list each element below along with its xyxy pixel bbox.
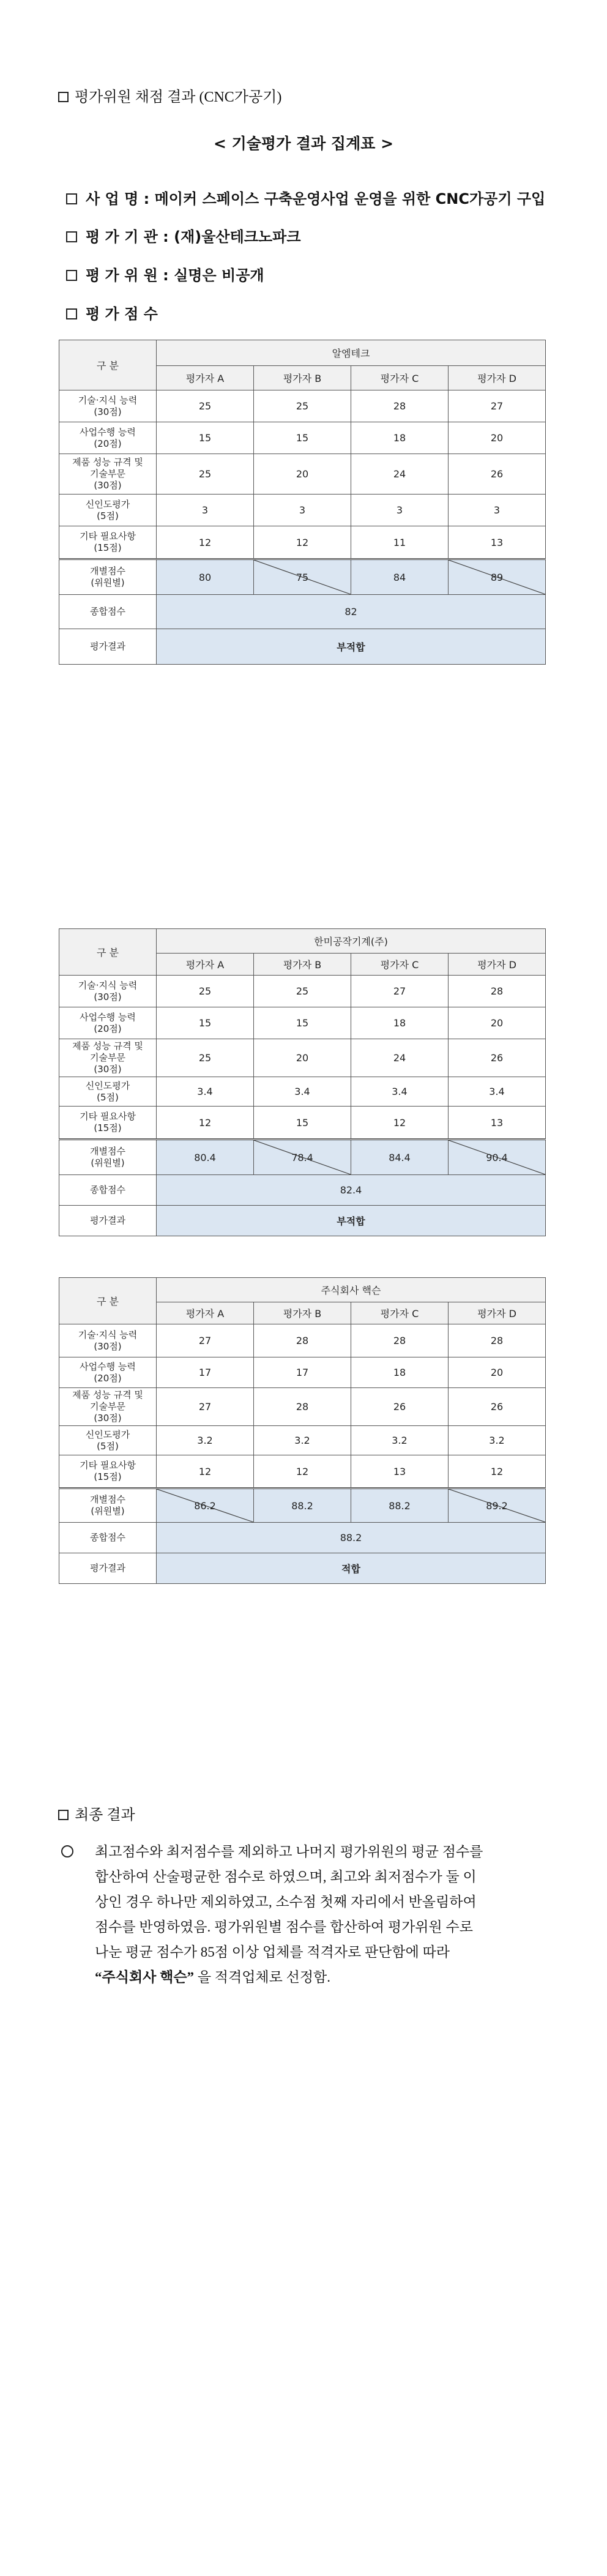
score-cell: 12 — [157, 1455, 254, 1488]
score-cell: 26 — [449, 1039, 546, 1077]
score-cell: 13 — [449, 1107, 546, 1140]
individual-score-value: 90.4 — [486, 1151, 508, 1163]
score-cell: 13 — [449, 526, 546, 559]
criteria-label-line: (15점) — [94, 1471, 122, 1482]
individual-label-line: (위원별) — [91, 1506, 125, 1517]
score-cell: 12 — [157, 526, 254, 559]
score-row — [59, 1455, 546, 1488]
result-row — [59, 1206, 546, 1236]
total-label: 종합점수 — [59, 595, 157, 629]
score-cell: 15 — [254, 1107, 351, 1140]
score-row — [59, 390, 546, 422]
total-row — [59, 595, 546, 629]
criteria-label — [59, 390, 157, 422]
score-cell: 3.4 — [254, 1077, 351, 1107]
individual-score-value: 86.2 — [194, 1499, 216, 1512]
excluded-score-cell — [449, 559, 546, 595]
criteria-label — [59, 1455, 157, 1488]
individual-label-line: (위원별) — [91, 1157, 125, 1168]
score-table — [59, 1277, 546, 1584]
score-cell: 15 — [157, 422, 254, 454]
score-cell: 12 — [254, 526, 351, 559]
individual-score-cell — [351, 1488, 449, 1523]
category-header: 구 분 — [59, 929, 157, 976]
excluded-score-cell — [157, 1488, 254, 1523]
criteria-label-line: 신인도평가 — [85, 1428, 130, 1440]
score-row — [59, 1426, 546, 1455]
header-row — [59, 929, 546, 954]
score-cell: 15 — [157, 1007, 254, 1039]
document-title: < 기술평가 결과 집계표 > — [213, 135, 394, 152]
score-row — [59, 495, 546, 526]
criteria-label — [59, 1324, 157, 1357]
final-result-body — [61, 1839, 551, 1985]
score-cell: 28 — [254, 1324, 351, 1357]
criteria-label-line: (15점) — [94, 542, 122, 553]
score-cell: 18 — [351, 1357, 449, 1388]
total-score: 82.4 — [157, 1175, 546, 1206]
evaluator-header: 평가자 B — [254, 1302, 351, 1324]
section-title: 평가위원 채점 결과 (CNC가공기) — [58, 84, 281, 106]
checkbox-square-icon — [58, 1810, 69, 1820]
score-cell: 15 — [254, 422, 351, 454]
score-cell: 20 — [254, 454, 351, 495]
selected-company: “주식회사 핵슨” — [95, 1969, 195, 1985]
individual-score-value: 75 — [296, 571, 309, 583]
score-cell: 3 — [449, 495, 546, 526]
score-cell: 27 — [157, 1324, 254, 1357]
score-cell: 25 — [157, 390, 254, 422]
individual-score-value: 89 — [490, 571, 504, 583]
criteria-label-line: (30점) — [94, 480, 122, 491]
criteria-label — [59, 1357, 157, 1388]
company-name: 알엠테크 — [157, 340, 546, 366]
individual-score-value: 89.2 — [486, 1499, 508, 1512]
score-cell: 12 — [157, 1107, 254, 1140]
criteria-label-line: 신인도평가 — [85, 1080, 130, 1091]
criteria-label-line: 기술·지식 능력 — [78, 1329, 138, 1340]
score-cell: 26 — [449, 454, 546, 495]
individual-score-cell — [157, 1140, 254, 1175]
individual-score-value: 84 — [393, 571, 406, 583]
individual-score-value: 80.4 — [194, 1151, 216, 1163]
score-cell: 27 — [157, 1388, 254, 1426]
score-cell: 3.4 — [157, 1077, 254, 1107]
criteria-label-line: 기술·지식 능력 — [78, 979, 138, 991]
individual-label — [59, 1488, 157, 1523]
score-cell: 20 — [449, 1357, 546, 1388]
company-name: 한미공작기계(주) — [157, 929, 546, 954]
final-line: 상인 경우 하나만 제외하였고, 소수점 첫째 자리에서 반올림하여 — [95, 1894, 477, 1910]
score-cell: 20 — [254, 1039, 351, 1077]
criteria-label-line: 제품 성능 규격 및 — [72, 1389, 143, 1400]
evaluator-header: 평가자 C — [351, 366, 449, 390]
score-cell: 11 — [351, 526, 449, 559]
total-score: 82 — [157, 595, 546, 629]
result-value: 적합 — [157, 1553, 546, 1584]
criteria-label-line: (30점) — [94, 1340, 122, 1352]
info-agency: 평 가 기 관 : (재)울산테크노파크 — [66, 225, 301, 246]
score-row — [59, 1077, 546, 1107]
individual-score-cell — [351, 1140, 449, 1175]
final-result-title: 최종 결과 — [58, 1802, 135, 1824]
score-cell: 27 — [449, 390, 546, 422]
checkbox-square-icon — [58, 92, 69, 102]
evaluator-header: 평가자 D — [449, 1302, 546, 1324]
evaluator-header: 평가자 D — [449, 954, 546, 976]
criteria-label-line: 기타 필요사항 — [80, 531, 136, 542]
score-cell: 3.4 — [449, 1077, 546, 1107]
score-cell: 3.2 — [157, 1426, 254, 1455]
header-row — [59, 340, 546, 366]
evaluator-header: 평가자 C — [351, 1302, 449, 1324]
individual-label-line: 개별점수 — [90, 1146, 125, 1157]
score-cell: 18 — [351, 1007, 449, 1039]
criteria-label-line: (5점) — [97, 1440, 119, 1452]
score-cell: 15 — [254, 1007, 351, 1039]
score-cell: 28 — [449, 1324, 546, 1357]
score-cell: 17 — [157, 1357, 254, 1388]
criteria-label — [59, 422, 157, 454]
individual-label-line: 개별점수 — [90, 566, 125, 577]
criteria-label-line: (20점) — [94, 1372, 122, 1384]
individual-score-row — [59, 559, 546, 595]
criteria-label-line: 기술부문 — [90, 468, 125, 479]
header-row — [59, 1278, 546, 1302]
criteria-label-line: (15점) — [94, 1122, 122, 1133]
score-cell: 12 — [351, 1107, 449, 1140]
total-label: 종합점수 — [59, 1523, 157, 1553]
individual-score-value: 84.4 — [389, 1151, 411, 1163]
score-cell: 20 — [449, 1007, 546, 1039]
score-table — [59, 340, 546, 665]
company-name: 주식회사 핵슨 — [157, 1278, 546, 1302]
evaluator-header: 평가자 B — [254, 954, 351, 976]
individual-label — [59, 559, 157, 595]
individual-score-cell — [254, 1488, 351, 1523]
score-table — [59, 928, 546, 1236]
excluded-score-cell — [254, 559, 351, 595]
total-row — [59, 1523, 546, 1553]
evaluator-header: 평가자 A — [157, 1302, 254, 1324]
criteria-label-line: (5점) — [97, 510, 119, 521]
category-header: 구 분 — [59, 1278, 157, 1324]
score-cell: 25 — [254, 976, 351, 1007]
score-row — [59, 422, 546, 454]
info-score: 평 가 점 수 — [66, 302, 158, 323]
criteria-label-line: (30점) — [94, 991, 122, 1002]
result-value: 부적합 — [157, 629, 546, 665]
criteria-label — [59, 1388, 157, 1426]
score-row — [59, 1107, 546, 1140]
score-cell: 3 — [157, 495, 254, 526]
criteria-label-line: (20점) — [94, 1023, 122, 1034]
criteria-label-line: 사업수행 능력 — [80, 1011, 136, 1023]
individual-label-line: (위원별) — [91, 577, 125, 588]
evaluator-header: 평가자 A — [157, 366, 254, 390]
individual-score-row — [59, 1488, 546, 1523]
result-label: 평가결과 — [59, 629, 157, 665]
evaluator-header: 평가자 A — [157, 954, 254, 976]
score-cell: 28 — [254, 1388, 351, 1426]
evaluator-header: 평가자 C — [351, 954, 449, 976]
criteria-label — [59, 495, 157, 526]
score-cell: 24 — [351, 1039, 449, 1077]
score-cell: 25 — [254, 390, 351, 422]
total-score: 88.2 — [157, 1523, 546, 1553]
criteria-label-line: 신인도평가 — [85, 498, 130, 510]
evaluator-header: 평가자 D — [449, 366, 546, 390]
criteria-label — [59, 454, 157, 495]
score-row — [59, 1324, 546, 1357]
circle-bullet-icon — [61, 1845, 73, 1857]
score-cell: 20 — [449, 422, 546, 454]
individual-label-line: 개별점수 — [90, 1494, 125, 1505]
score-cell: 12 — [254, 1455, 351, 1488]
score-cell: 3.2 — [351, 1426, 449, 1455]
score-row — [59, 526, 546, 559]
criteria-label-line: 사업수행 능력 — [80, 1361, 136, 1372]
score-cell: 18 — [351, 422, 449, 454]
score-cell: 27 — [351, 976, 449, 1007]
final-line: 합산하여 산술평균한 점수로 하였으며, 최고와 최저점수가 둘 이 — [95, 1869, 477, 1884]
criteria-label-line: 기술·지식 능력 — [78, 394, 138, 406]
final-line: “주식회사 핵슨” 을 적격업체로 선정함. — [95, 1969, 331, 1985]
score-cell: 25 — [157, 976, 254, 1007]
score-cell: 12 — [449, 1455, 546, 1488]
info-evaluators: 평 가 위 원 : 실명은 비공개 — [66, 263, 264, 285]
criteria-label-line: (30점) — [94, 1064, 122, 1075]
individual-score-value: 80 — [198, 571, 212, 583]
individual-score-cell — [351, 559, 449, 595]
criteria-label — [59, 526, 157, 559]
result-row — [59, 1553, 546, 1584]
result-label: 평가결과 — [59, 1553, 157, 1584]
evaluator-header: 평가자 B — [254, 366, 351, 390]
score-row — [59, 1039, 546, 1077]
criteria-label — [59, 1107, 157, 1140]
score-cell: 3.2 — [449, 1426, 546, 1455]
score-row — [59, 454, 546, 495]
info-project: 사 업 명 : 메이커 스페이스 구축운영사업 운영을 위한 CNC가공기 구입 — [66, 187, 545, 208]
score-cell: 25 — [157, 454, 254, 495]
score-cell: 3 — [351, 495, 449, 526]
score-row — [59, 1388, 546, 1426]
criteria-label — [59, 1077, 157, 1107]
result-label: 평가결과 — [59, 1206, 157, 1236]
criteria-label — [59, 976, 157, 1007]
score-cell: 26 — [449, 1388, 546, 1426]
criteria-label-line: 기타 필요사항 — [80, 1111, 136, 1122]
criteria-label-line: 제품 성능 규격 및 — [72, 457, 143, 468]
checkbox-square-icon — [66, 193, 77, 204]
total-row — [59, 1175, 546, 1206]
excluded-score-cell — [449, 1140, 546, 1175]
score-cell: 28 — [351, 390, 449, 422]
result-row — [59, 629, 546, 665]
criteria-label-line: 사업수행 능력 — [80, 426, 136, 438]
individual-score-cell — [157, 559, 254, 595]
checkbox-square-icon — [66, 308, 77, 319]
criteria-label — [59, 1426, 157, 1455]
total-label: 종합점수 — [59, 1175, 157, 1206]
excluded-score-cell — [449, 1488, 546, 1523]
score-row — [59, 976, 546, 1007]
criteria-label — [59, 1039, 157, 1077]
individual-score-row — [59, 1140, 546, 1175]
final-paragraph — [95, 1839, 548, 1990]
individual-score-value: 88.2 — [389, 1499, 411, 1512]
final-line: 나눈 평균 점수가 85점 이상 업체를 적격자로 판단함에 따라 — [95, 1944, 450, 1960]
score-cell: 3.2 — [254, 1426, 351, 1455]
checkbox-square-icon — [66, 231, 77, 242]
criteria-label-line: 기술부문 — [90, 1401, 125, 1412]
criteria-label — [59, 1007, 157, 1039]
category-header: 구 분 — [59, 340, 157, 390]
individual-score-value: 88.2 — [291, 1499, 313, 1512]
checkbox-square-icon — [66, 270, 77, 281]
criteria-label-line: (5점) — [97, 1091, 119, 1103]
score-cell: 13 — [351, 1455, 449, 1488]
score-cell: 28 — [351, 1324, 449, 1357]
criteria-label-line: (20점) — [94, 438, 122, 449]
criteria-label-line: 기술부문 — [90, 1052, 125, 1063]
final-line: 최고점수와 최저점수를 제외하고 나머지 평가위원의 평균 점수를 — [95, 1844, 483, 1859]
score-row — [59, 1007, 546, 1039]
score-cell: 26 — [351, 1388, 449, 1426]
final-line: 점수를 반영하였음. 평가위원별 점수를 합산하여 평가위원 수로 — [95, 1919, 473, 1935]
score-cell: 17 — [254, 1357, 351, 1388]
result-value: 부적합 — [157, 1206, 546, 1236]
score-cell: 3 — [254, 495, 351, 526]
individual-score-value: 78.4 — [291, 1151, 313, 1163]
score-cell: 3.4 — [351, 1077, 449, 1107]
individual-label — [59, 1140, 157, 1175]
criteria-label-line: 기타 필요사항 — [80, 1460, 136, 1471]
criteria-label-line: (30점) — [94, 1413, 122, 1424]
criteria-label-line: (30점) — [94, 406, 122, 417]
criteria-label-line: 제품 성능 규격 및 — [72, 1040, 143, 1051]
score-cell: 24 — [351, 454, 449, 495]
score-cell: 28 — [449, 976, 546, 1007]
score-cell: 25 — [157, 1039, 254, 1077]
excluded-score-cell — [254, 1140, 351, 1175]
score-row — [59, 1357, 546, 1388]
